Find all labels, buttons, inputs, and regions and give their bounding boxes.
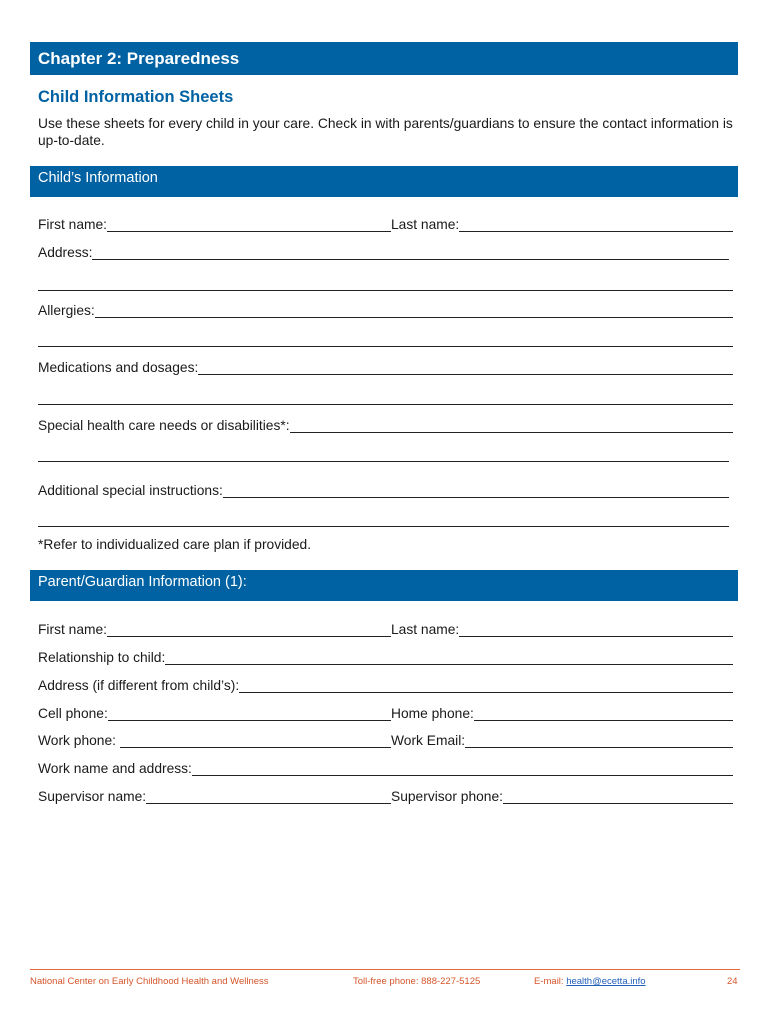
parent-address-label: Address (if different from child’s): (38, 678, 240, 693)
parent-last-name-line[interactable] (459, 636, 733, 637)
medications-row (38, 358, 733, 376)
child-address-line[interactable] (92, 259, 729, 260)
relationship-line[interactable] (165, 664, 733, 665)
child-last-name-field[interactable] (391, 217, 733, 233)
allergies-row (38, 301, 733, 319)
allergies-field[interactable] (38, 303, 733, 319)
special-needs-field[interactable] (38, 418, 733, 434)
child-address-label: Address: (38, 245, 93, 260)
relationship-label: Relationship to child: (38, 650, 166, 665)
additional-instructions-field[interactable] (38, 483, 729, 499)
parent-address-row (38, 676, 733, 694)
parent-last-name-field[interactable] (391, 622, 733, 638)
supervisor-phone-line[interactable] (503, 803, 733, 804)
additional-instructions-line[interactable] (223, 497, 729, 498)
parent-last-name-label: Last name: (391, 622, 460, 637)
work-contact-row (38, 731, 733, 749)
work-email-line[interactable] (465, 747, 733, 748)
work-name-address-line[interactable] (192, 775, 733, 776)
medications-line-2[interactable] (38, 404, 733, 405)
parent-first-name-line[interactable] (107, 636, 391, 637)
additional-instructions-row (38, 481, 729, 499)
allergies-line-2[interactable] (38, 346, 733, 347)
footer-page-number: 24 (727, 976, 738, 987)
parent-address-field[interactable] (38, 678, 733, 694)
additional-instructions-line-2[interactable] (38, 526, 729, 527)
cell-phone-label: Cell phone: (38, 706, 108, 721)
child-last-name-label: Last name: (391, 217, 460, 232)
medications-field[interactable] (38, 360, 733, 376)
footer-phone: Toll-free phone: 888-227-5125 (353, 976, 481, 987)
child-first-name-label: First name: (38, 217, 107, 232)
footer-org: National Center on Early Childhood Health and Wellness (30, 976, 269, 987)
child-info-header (30, 166, 738, 197)
home-phone-line[interactable] (474, 720, 733, 721)
parent-first-name-label: First name: (38, 622, 107, 637)
cell-phone-line[interactable] (108, 720, 391, 721)
child-address-field[interactable] (38, 245, 729, 261)
chapter-title: Chapter 2: Preparedness (38, 49, 240, 68)
intro-text: Use these sheets for every child in your care. Check in with parents/guardians to ensure the contact information is up-to-date. (38, 116, 733, 148)
parent-name-row (38, 620, 733, 638)
care-plan-note: *Refer to individualized care plan if provided. (38, 537, 312, 552)
special-needs-line-2[interactable] (38, 461, 729, 462)
child-first-name-line[interactable] (107, 231, 391, 232)
work-name-address-label: Work name and address: (38, 761, 192, 776)
child-name-row (38, 215, 733, 233)
relationship-field[interactable] (38, 650, 733, 666)
work-phone-field[interactable] (38, 733, 391, 749)
allergies-line[interactable] (95, 317, 733, 318)
page-title: Child Information Sheets (38, 88, 234, 106)
supervisor-row (38, 787, 733, 805)
parent-info-header (30, 570, 738, 601)
medications-label: Medications and dosages: (38, 360, 199, 375)
medications-line[interactable] (198, 374, 733, 375)
child-last-name-line[interactable] (459, 231, 733, 232)
chapter-header (30, 42, 738, 75)
footer-email-link[interactable]: health@ecetta.info (566, 976, 646, 987)
home-phone-field[interactable] (391, 706, 733, 722)
supervisor-name-field[interactable] (38, 789, 391, 805)
additional-instructions-label: Additional special instructions: (38, 483, 223, 498)
phone-row (38, 704, 733, 722)
footer-divider (30, 969, 740, 970)
supervisor-name-label: Supervisor name: (38, 789, 147, 804)
relationship-row (38, 648, 733, 666)
parent-first-name-field[interactable] (38, 622, 391, 638)
footer-email-label: E-mail: (534, 976, 567, 987)
work-name-address-field[interactable] (38, 761, 733, 777)
footer-email (534, 976, 646, 987)
special-needs-label: Special health care needs or disabilities*: (38, 418, 290, 433)
work-name-address-row (38, 759, 733, 777)
child-address-line-2[interactable] (38, 290, 733, 291)
supervisor-name-line[interactable] (146, 803, 391, 804)
supervisor-phone-field[interactable] (391, 789, 733, 805)
child-first-name-field[interactable] (38, 217, 391, 233)
cell-phone-field[interactable] (38, 706, 391, 722)
work-email-label: Work Email: (391, 733, 466, 748)
supervisor-phone-label: Supervisor phone: (391, 789, 503, 804)
work-email-field[interactable] (391, 733, 733, 749)
parent-info-header-label: Parent/Guardian Information (1): (38, 574, 247, 590)
special-needs-row (38, 416, 733, 434)
home-phone-label: Home phone: (391, 706, 474, 721)
child-info-header-label: Child’s Information (38, 170, 158, 186)
allergies-label: Allergies: (38, 303, 95, 318)
work-phone-label: Work phone: (38, 733, 120, 748)
work-phone-line[interactable] (120, 747, 391, 748)
parent-address-line[interactable] (239, 692, 733, 693)
special-needs-line[interactable] (290, 432, 733, 433)
child-address-row (38, 243, 729, 261)
